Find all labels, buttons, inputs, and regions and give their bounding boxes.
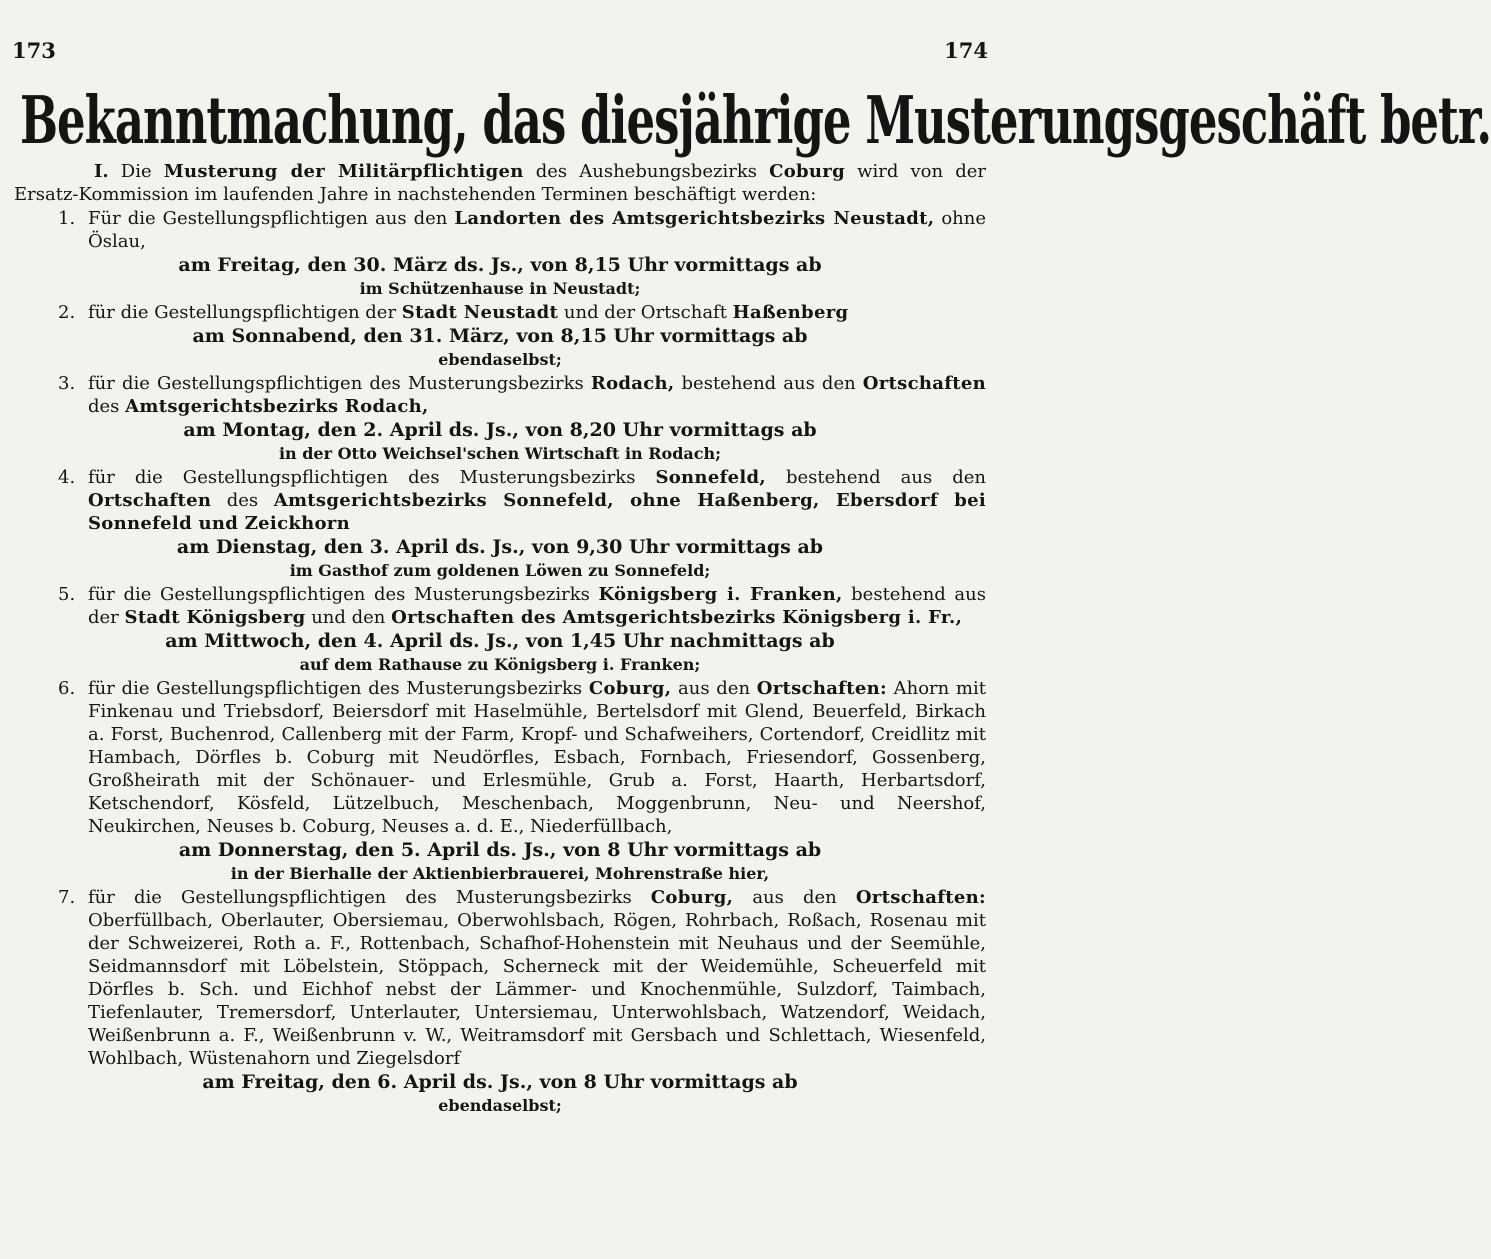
item-text: ohne Öslau, [88, 208, 986, 252]
item-number: 4. [58, 467, 76, 488]
item-date: am Mittwoch, den 4. April ds. Js., von 1,45 Uhr nachmittags ab [165, 630, 835, 652]
item-text: aus den [671, 678, 757, 699]
item-bold: Ortschaften [88, 490, 212, 511]
intro-text: des Aushebungsbezirks [523, 161, 770, 182]
item-bold: Coburg, [588, 678, 672, 699]
item-bold: Ortschaften: [756, 678, 887, 699]
intro-text: wird von der Ersatz-Kommission im laufenden Jahre in nachstehenden Terminen beschäftigt werden: [14, 161, 986, 205]
item-text: bestehend aus den [765, 467, 986, 488]
intro-paragraph [14, 160, 986, 206]
item-text: für die Gestellungspflichtigen der [88, 302, 402, 323]
item-date: am Dienstag, den 3. April ds. Js., von 9,30 Uhr vormittags ab [176, 536, 824, 558]
item-date: am Freitag, den 6. April ds. Js., von 8 Uhr vormittags ab [202, 1071, 798, 1093]
item-number: 7. [58, 887, 76, 908]
item-bold: Landorten des Amtsgerichtsbezirks Neustadt, [454, 208, 935, 229]
item-text: des [88, 396, 126, 417]
item-number: 1. [58, 208, 76, 229]
item-bold: Königsberg i. Franken, [598, 584, 843, 605]
item-bold: Sonnefeld, [655, 467, 766, 488]
item-date: am Donnerstag, den 5. April ds. Js., von 8 Uhr vormittags ab [178, 839, 822, 861]
list-item [14, 207, 986, 253]
item-number: 3. [58, 373, 76, 394]
item-text: für die Gestellungspflichtigen des Musterungsbezirks [88, 887, 651, 908]
intro-text: Die [108, 161, 164, 182]
intro-bold: Musterung der Militärpflichtigen [163, 161, 524, 182]
item-text: für die Gestellungspflichtigen des Musterungsbezirks [88, 584, 599, 605]
list-item [14, 583, 986, 629]
item-text: und der Ortschaft [558, 302, 733, 323]
item-location: im Schützenhause in Neustadt; [359, 279, 641, 298]
item-bold: Ortschaften [862, 373, 986, 394]
item-text: des [211, 490, 274, 511]
intro-bold: Coburg [769, 161, 845, 182]
document-body [14, 160, 986, 1118]
item-text: aus den [733, 887, 856, 908]
item-bold: Amtsgerichtsbezirks Sonnefeld, ohne Haßenberg, Ebersdorf bei Sonnefeld und Zeickhorn [88, 490, 987, 534]
item-text: bestehend aus den [674, 373, 863, 394]
item-text: bestehend aus der [88, 584, 986, 628]
list-item [14, 886, 986, 1070]
item-date: am Montag, den 2. April ds. Js., von 8,20 Uhr vormittags ab [183, 419, 817, 441]
item-location: ebendaselbst; [438, 350, 562, 369]
item-bold: Haßenberg [732, 302, 849, 323]
page-number-right: 174 [944, 38, 988, 63]
item-text: für die Gestellungspflichtigen des Musterungsbezirks [88, 467, 656, 488]
list-item [14, 466, 986, 535]
item-bold: Amtsgerichtsbezirks Rodach, [125, 396, 429, 417]
item-location: auf dem Rathause zu Königsberg i. Franken; [299, 655, 701, 674]
item-text: für die Gestellungspflichtigen des Musterungsbezirks [88, 678, 589, 699]
item-text: Oberfüllbach, Oberlauter, Obersiemau, Oberwohlsbach, Rögen, Rohrbach, Roßach, Rosenau mit der Schweizerei, Roth a. F., Rottenbach, Schafhof-Hohenstein mit Neuhaus und der Seemühle, Seidmannsdorf mit Löbelstein, Stöppach, Scherneck mit der Weidemühle, Scheuerfeld mit Dörfles b. Sch. und Eichhof nebst der Lämmer- und Knochenmühle, Sulzdorf, Taimbach, Tiefenlauter, Tremersdorf, Unterlauter, Untersiemau, Unterwohlsbach, Watzendorf, Weidach, Weißenbrunn a. F., Weißenbrunn v. W., Weitramsdorf mit Gersbach und Schlettach, Wiesenfeld, Wohlbach, Wüstenahorn und Ziegelsdorf [88, 910, 986, 1069]
list-item [14, 677, 986, 838]
item-date: am Freitag, den 30. März ds. Js., von 8,15 Uhr vormittags ab [178, 254, 822, 276]
section-number: I. [94, 161, 109, 182]
item-bold: Ortschaften: [855, 887, 986, 908]
list-item [14, 301, 986, 324]
item-text: und den [305, 607, 392, 628]
page-number-left: 173 [12, 38, 56, 63]
item-location: ebendaselbst; [438, 1096, 562, 1115]
item-location: in der Bierhalle der Aktienbierbrauerei, Mohrenstraße hier, [230, 864, 770, 883]
item-number: 2. [58, 302, 76, 323]
item-date: am Sonnabend, den 31. März, von 8,15 Uhr vormittags ab [192, 325, 808, 347]
item-location: im Gasthof zum goldenen Löwen zu Sonnefeld; [289, 561, 711, 580]
item-text: Für die Gestellungspflichtigen aus den [88, 208, 455, 229]
item-bold: Stadt Neustadt [401, 302, 559, 323]
page-title: Bekanntmachung, das diesjährige Musterungsgeschäft betr. [20, 82, 1491, 159]
item-bold: Rodach, [590, 373, 675, 394]
item-bold: Coburg, [650, 887, 734, 908]
item-bold: Ortschaften des Amtsgerichtsbezirks Königsberg i. Fr., [391, 607, 963, 628]
list-item [14, 372, 986, 418]
item-number: 6. [58, 678, 76, 699]
item-location: in der Otto Weichsel'schen Wirtschaft in Rodach; [278, 444, 722, 463]
item-text: Ahorn mit Finkenau und Triebsdorf, Beiersdorf mit Haselmühle, Bertelsdorf mit Glend, Beuerfeld, Birkach a. Forst, Buchenrod, Callenberg mit der Farm, Kropf- und Schafweihers, Cortendorf, Creidlitz mit Hambach, Dörfles b. Coburg mit Neudörfles, Esbach, Fornbach, Friesendorf, Gossenberg, Großheirath mit der Schönauer- und Erlesmühle, Grub a. Forst, Haarth, Herbartsdorf, Ketschendorf, Kösfeld, Lützelbuch, Meschenbach, Moggenbrunn, Neu- und Neershof, Neukirchen, Neuses b. Coburg, Neuses a. d. E., Niederfüllbach, [88, 678, 986, 837]
item-bold: Stadt Königsberg [124, 607, 306, 628]
item-number: 5. [58, 584, 76, 605]
item-text: für die Gestellungspflichtigen des Musterungsbezirks [88, 373, 591, 394]
